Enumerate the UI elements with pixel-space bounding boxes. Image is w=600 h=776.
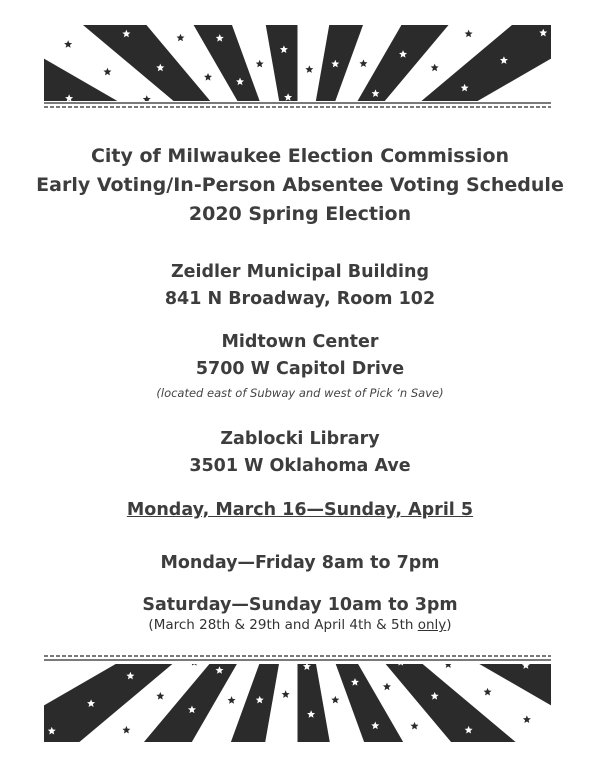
weekend-note-suffix: ) bbox=[446, 617, 452, 633]
weekend-dates-note bbox=[0, 617, 600, 633]
burst-rays bbox=[44, 654, 551, 742]
location-address: 841 N Broadway, Room 102 bbox=[164, 289, 436, 309]
location-zablocki bbox=[0, 426, 600, 480]
burst-rays bbox=[44, 25, 551, 111]
stars-stripes-burst-graphic bbox=[44, 25, 551, 111]
date-range-block bbox=[0, 500, 600, 520]
stars-stripes-burst-graphic bbox=[44, 654, 551, 742]
date-range: Monday, March 16—Sunday, April 5 bbox=[126, 500, 474, 520]
location-zeidler bbox=[0, 259, 600, 313]
weekend-hours-block bbox=[0, 595, 600, 633]
location-midtown bbox=[0, 329, 600, 401]
location-name: Zablocki Library bbox=[220, 429, 380, 449]
weekend-note-only: only bbox=[417, 617, 447, 633]
title-commission: City of Milwaukee Election Commission bbox=[90, 145, 510, 167]
weekday-hours: Monday—Friday 8am to 7pm bbox=[160, 553, 440, 573]
weekend-hours: Saturday—Sunday 10am to 3pm bbox=[142, 595, 458, 615]
location-name: Zeidler Municipal Building bbox=[170, 262, 430, 282]
weekend-note-prefix: (March 28th & 29th and April 4th & 5th bbox=[148, 617, 418, 633]
location-name: Midtown Center bbox=[221, 332, 379, 352]
header-block bbox=[0, 142, 600, 229]
location-note: (located east of Subway and west of Pick ‘n Save) bbox=[156, 386, 444, 400]
location-address: 3501 W Oklahoma Ave bbox=[189, 456, 411, 476]
bottom-sunburst-banner bbox=[44, 654, 551, 742]
top-sunburst-banner bbox=[44, 25, 551, 111]
title-schedule: Early Voting/In-Person Absentee Voting Schedule bbox=[36, 174, 564, 196]
location-address: 5700 W Capitol Drive bbox=[195, 359, 405, 379]
title-election: 2020 Spring Election bbox=[188, 203, 412, 225]
weekday-hours-block bbox=[0, 553, 600, 573]
